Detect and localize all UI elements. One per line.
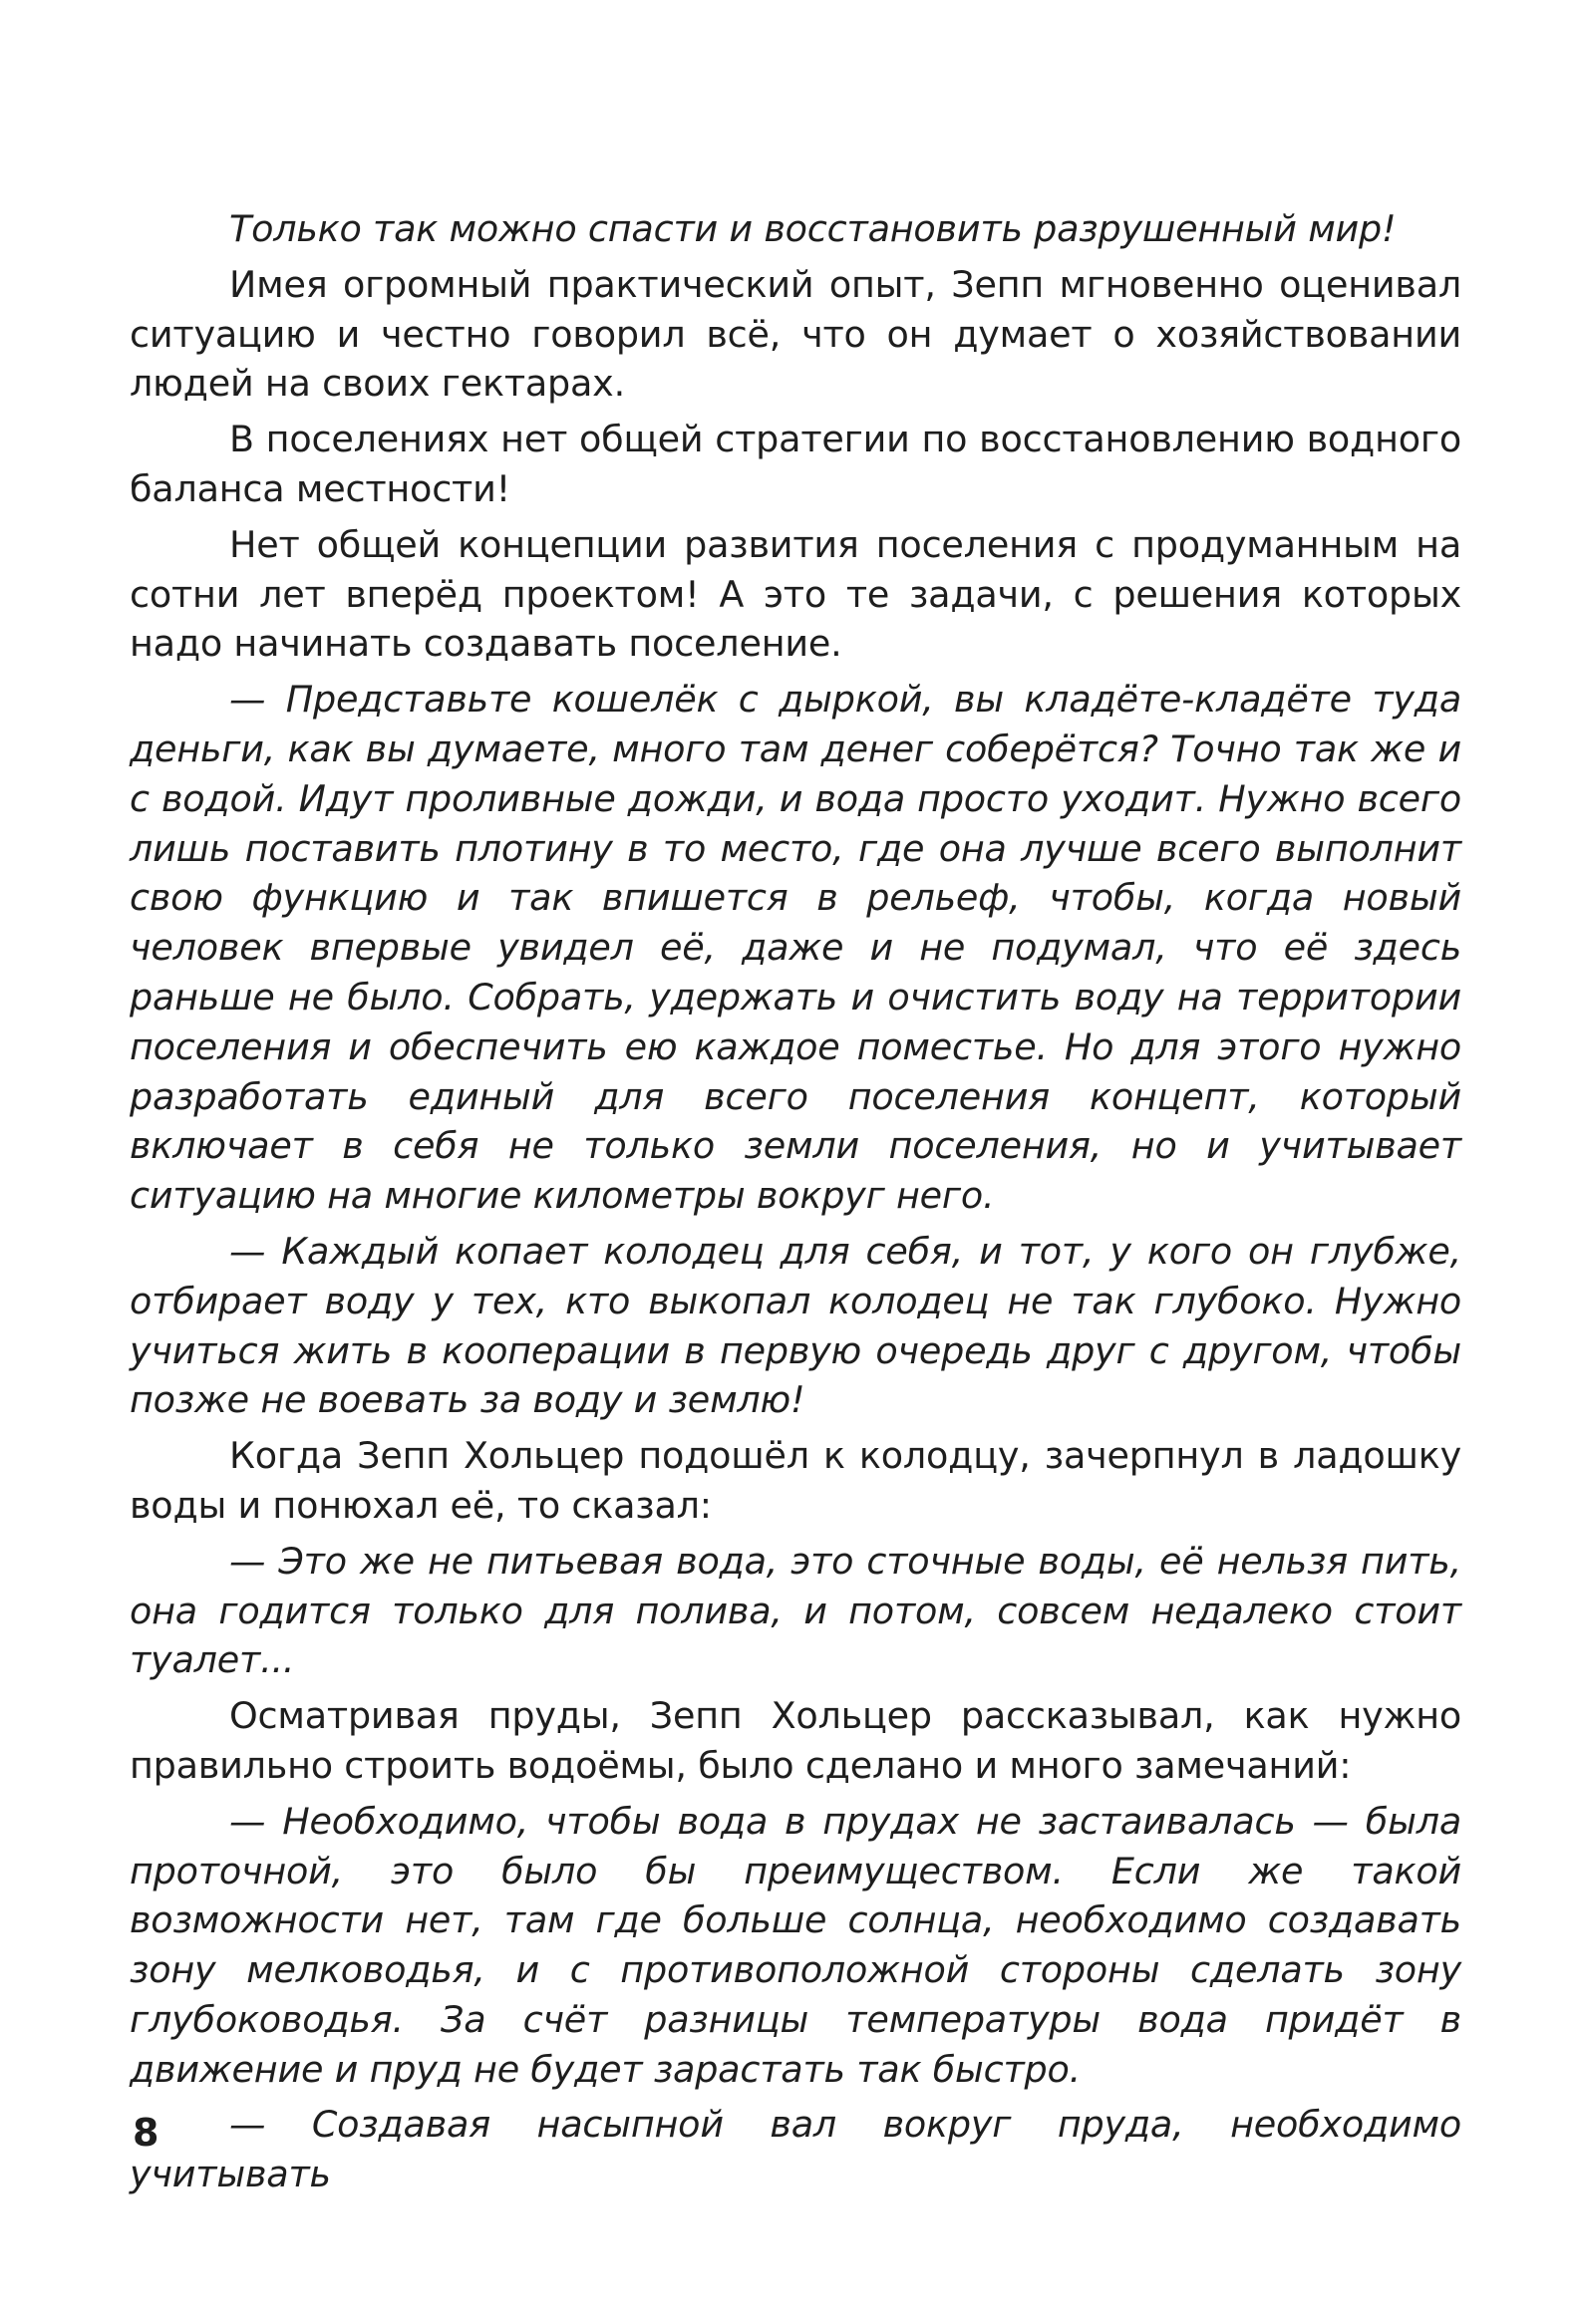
paragraph-11: — Создавая насыпной вал вокруг пруда, необходимо учитывать <box>130 2103 1461 2196</box>
paragraph-4: Нет общей концепции развития поселения с продуманным на сотни лет вперёд проектом! А это те задачи, с решения которых надо начинать создавать поселение. <box>130 522 1461 666</box>
paragraph-6: — Каждый копает колодец для себя, и тот, у кого он глубже, отбирает воду у тех, кто выкопал колодец не так глубоко. Нужно учиться жить в кооперации в первую очередь друг с другом, чтобы позже не воевать за воду и землю! <box>130 1229 1461 1422</box>
paragraph-10: — Необходимо, чтобы вода в прудах не застаивалась — была проточной, это было бы преимуществом. Если же такой возможности нет, там где больше солнца, необходимо создавать зону мелководья, и с противоположной стороны сделать зону глубоководья. За счёт разницы температуры вода придёт в движение и пруд не будет зарастать так быстро. <box>130 1799 1461 2091</box>
page-number: 8 <box>133 2111 159 2155</box>
page-body <box>130 204 1461 2205</box>
paragraph-2: Имея огромный практический опыт, Зепп мгновенно оценивал ситуацию и честно говорил всё, что он думает о хозяйствовании людей на своих гектарах. <box>130 262 1461 406</box>
paragraph-8: — Это же не питьевая вода, это сточные воды, её нельзя пить, она годится только для полива, и потом, совсем недалеко стоит туалет... <box>130 1539 1461 1682</box>
paragraph-1: Только так можно спасти и восстановить разрушенный мир! <box>229 207 1397 250</box>
paragraph-9: Осматривая пруды, Зепп Хольцер рассказывал, как нужно правильно строить водоёмы, было сделано и много замечаний: <box>130 1694 1461 1787</box>
paragraph-7: Когда Зепп Хольцер подошёл к колодцу, зачерпнул в ладошку воды и понюхал её, то сказал: <box>130 1434 1461 1527</box>
paragraph-3: В поселениях нет общей стратегии по восстановлению водного баланса местности! <box>130 418 1461 510</box>
paragraph-5: — Представьте кошелёк с дыркой, вы кладёте-кладёте туда деньги, как вы думаете, много там денег соберётся? Точно так же и с водой. Идут проливные дожди, и вода просто уходит. Нужно всего лишь поставить плотину в то место, где она лучше всего выполнит свою функцию и так впишется в рельеф, чтобы, когда новый человек впервые увидел её, даже и не подумал, что её здесь раньше не было. Собрать, удержать и очистить воду на территории поселения и обеспечить ею каждое поместье. Но для этого нужно разработать единый для всего поселения концепт, который включает в себя не только земли поселения, но и учитывает ситуацию на многие километры вокруг него. <box>130 678 1461 1218</box>
